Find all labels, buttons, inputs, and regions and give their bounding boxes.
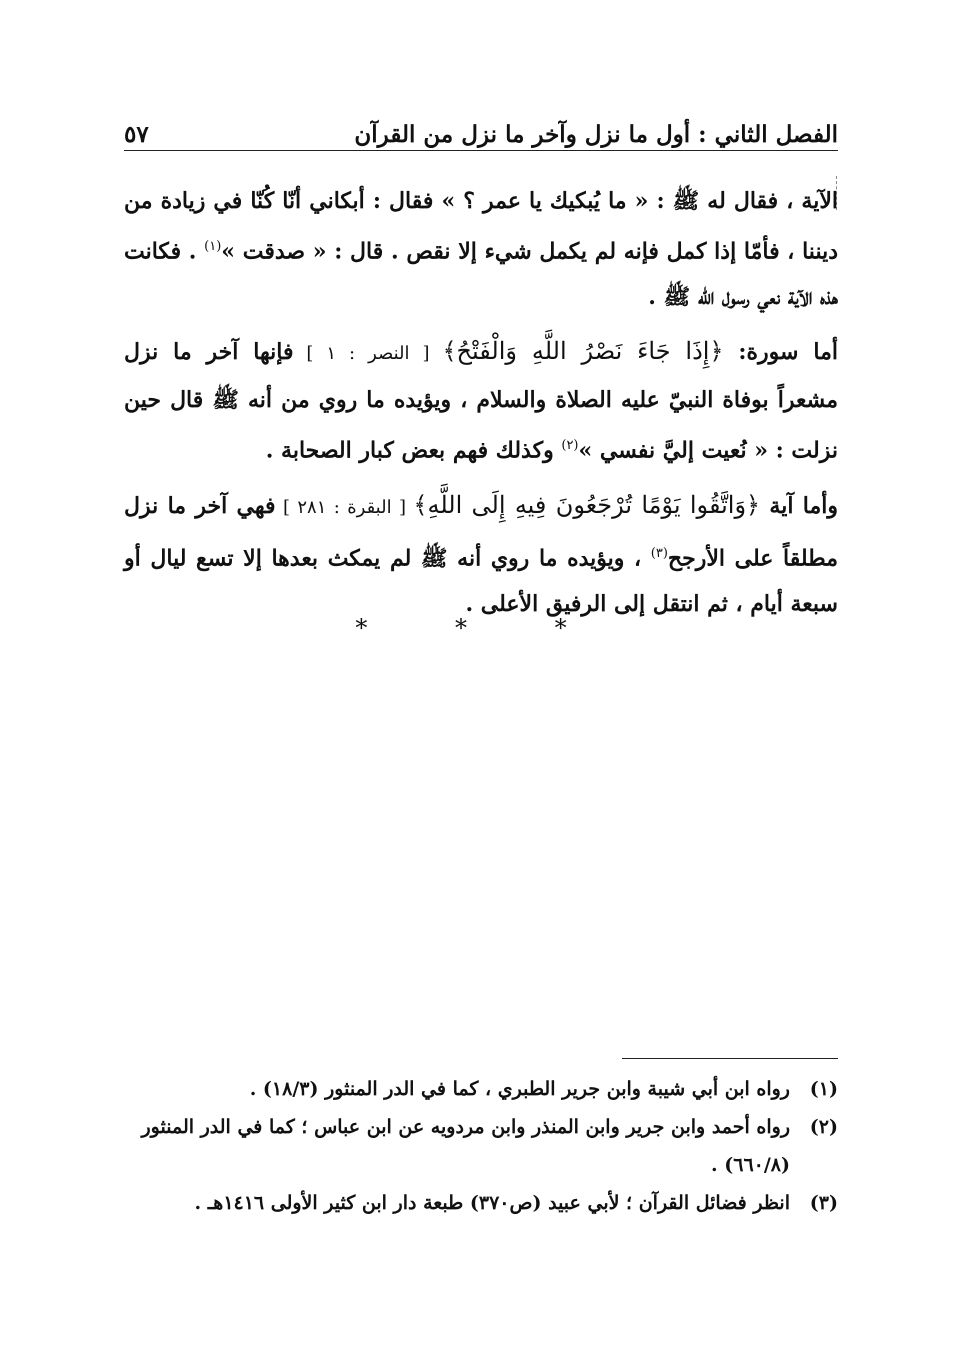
text-fragment: نزلت : « نُعيت إليَّ نفسي » <box>578 437 838 464</box>
main-text <box>124 178 838 635</box>
chapter-title: الفصل الثاني : أول ما نزل وآخر ما نزل من القرآن <box>354 121 838 148</box>
footnote-3 <box>124 1184 838 1222</box>
footnote-number: (١) <box>809 1078 838 1100</box>
text-fragment: أما سورة: <box>723 339 838 366</box>
text-fragment: وكذلك فهم بعض كبار الصحابة . <box>265 437 562 464</box>
header-divider <box>124 150 838 151</box>
text-fragment: مطلقاً على الأرجح <box>667 544 838 571</box>
footnote-text: رواه ابن أبي شيبة وابن جرير الطبري ، كما في الدر المنثور (١٨/٣) . <box>249 1078 790 1100</box>
footnote-ref-2[interactable]: (٢) <box>561 438 579 454</box>
footnote-number: (٣) <box>809 1192 838 1214</box>
paragraph-1-line-2 <box>124 224 838 274</box>
footnote-number: (٢) <box>809 1116 838 1138</box>
footnote-divider <box>622 1058 838 1059</box>
paragraph-2-line-2: مشعراً بوفاة النبيّ عليه الصلاة والسلام ، ويؤيده ما روي من أنه ﷺ قال حين <box>124 387 838 414</box>
text-fragment: ، ويؤيده ما روي أنه ﷺ لم يمكث بعدها إلا تسع ليال أو <box>124 544 651 571</box>
footnote-ref-1[interactable]: (١) <box>204 239 222 254</box>
paragraph-3-line-2 <box>124 531 838 581</box>
text-fragment: وأما آية <box>760 492 838 519</box>
footnote-text: رواه أحمد وابن جرير وابن المنذر وابن مردويه عن ابن عباس ؛ كما في الدر المنثور (٦٦٠/٨) . <box>141 1116 790 1176</box>
paragraph-3-line-3: سبعة أيام ، ثم انتقل إلى الرفيق الأعلى . <box>465 590 838 617</box>
paragraph-3 <box>124 482 838 627</box>
paragraph-1 <box>124 178 838 320</box>
text-fragment: ديننا ، فأمّا إذا كمل فإنه لم يكمل شيء إلا نقص . قال : « صدقت » <box>221 238 838 265</box>
footnote-1 <box>124 1070 838 1108</box>
text-fragment: . فكانت <box>124 238 205 265</box>
footnote-2 <box>124 1108 838 1184</box>
paragraph-2-line-3 <box>124 423 838 473</box>
quran-verse: ﴿وَاتَّقُوا يَوْمًا تُرْجَعُونَ فِيهِ إِلَى اللَّهِ﴾ <box>413 490 761 519</box>
paragraph-2 <box>124 328 838 473</box>
section-separator: * * * <box>355 614 607 642</box>
text-fragment: فإنها آخر ما نزل <box>124 339 294 366</box>
quran-verse: ﴿إِذَا جَاءَ نَصْرُ اللَّهِ وَالْفَتْحُ﴾ <box>442 337 724 366</box>
paragraph-1-line-3: هذه الآية نعي رسول الله ﷺ . <box>648 284 838 311</box>
text-fragment: فهي آخر ما نزل <box>124 492 276 519</box>
page-header <box>124 98 838 148</box>
footnote-text: انظر فضائل القرآن ؛ لأبي عبيد (ص٣٧٠) طبعة دار ابن كثير الأولى ١٤١٦هـ . <box>194 1192 790 1214</box>
paragraph-3-line-1 <box>124 482 838 531</box>
footnote-ref-3[interactable]: (٣) <box>650 545 668 561</box>
paragraph-2-line-1 <box>124 328 838 377</box>
footnotes <box>124 1070 838 1222</box>
page-number: ٥٧ <box>124 121 149 148</box>
verse-reference: [ النصر : ١ ] <box>293 343 443 365</box>
paragraph-1-line-1: الآية ، فقال له ﷺ : « ما يُبكيك يا عمر ؟ » فقال : أبكاني أنّا كُنّا في زيادة من <box>124 188 838 214</box>
verse-reference: [ البقرة : ٢٨١ ] <box>275 496 414 518</box>
